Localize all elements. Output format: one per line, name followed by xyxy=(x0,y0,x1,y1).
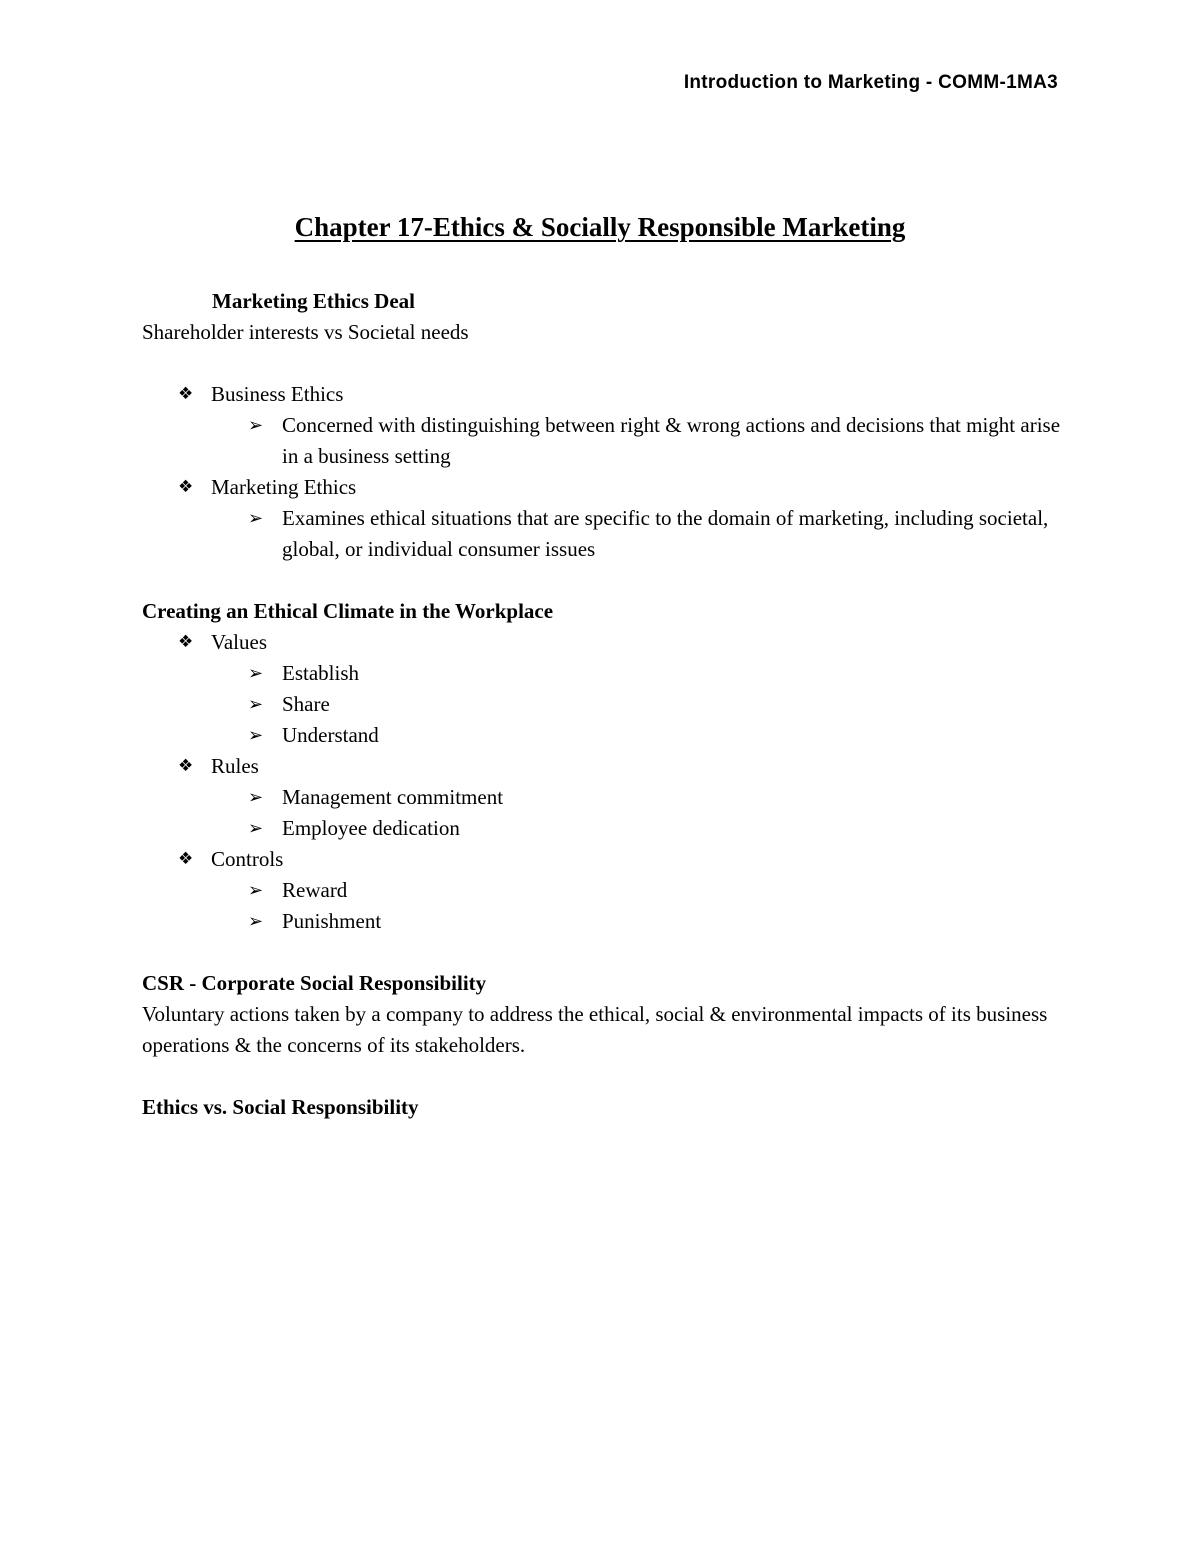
list-item-label: Rules xyxy=(211,754,259,778)
list-item-label: Values xyxy=(211,630,267,654)
sub-list-item xyxy=(212,410,1072,472)
sub-list-item xyxy=(212,658,1072,689)
deal-list xyxy=(142,379,1072,565)
list-item-business-ethics xyxy=(142,379,1072,472)
arrowhead-bullet-icon: ➢ xyxy=(248,911,264,932)
arrowhead-bullet-icon: ➢ xyxy=(248,508,264,529)
list-item-values xyxy=(142,627,1072,751)
arrowhead-bullet-icon: ➢ xyxy=(248,694,264,715)
section-heading-ethical-climate: Creating an Ethical Climate in the Workplace xyxy=(142,599,554,623)
diamond-bullet-icon: ❖ xyxy=(178,849,194,869)
diamond-bullet-icon: ❖ xyxy=(178,756,194,776)
csr-text: Voluntary actions taken by a company to address the ethical, social & environmental impacts of its business operations & the concerns of its stakeholders. xyxy=(142,1002,1048,1057)
climate-list xyxy=(142,627,1072,937)
sub-item-text: Reward xyxy=(282,878,348,902)
diamond-bullet-icon: ❖ xyxy=(178,384,194,404)
running-header: Introduction to Marketing - COMM-1MA3 xyxy=(683,72,1058,93)
sub-list-item xyxy=(212,689,1072,720)
sub-list-item xyxy=(212,720,1072,751)
sub-item-text: Management commitment xyxy=(282,785,504,809)
sub-item-text: Understand xyxy=(282,723,379,747)
arrowhead-bullet-icon: ➢ xyxy=(248,818,264,839)
sub-item-text: Concerned with distinguishing between right & wrong actions and decisions that might arise in a business setting xyxy=(282,413,1061,468)
arrowhead-bullet-icon: ➢ xyxy=(248,725,264,746)
arrowhead-bullet-icon: ➢ xyxy=(248,415,264,436)
list-item-label: Marketing Ethics xyxy=(211,475,357,499)
arrowhead-bullet-icon: ➢ xyxy=(248,787,264,808)
page-title: Chapter 17-Ethics & Socially Responsible Marketing xyxy=(294,212,906,242)
arrowhead-bullet-icon: ➢ xyxy=(248,880,264,901)
sub-list-item xyxy=(212,503,1072,565)
sub-item-text: Examines ethical situations that are specific to the domain of marketing, including societal, global, or individual consumer issues xyxy=(282,506,1049,561)
list-item-label: Controls xyxy=(211,847,284,871)
sub-list-item xyxy=(212,875,1072,906)
sub-item-text: Punishment xyxy=(282,909,382,933)
section-heading-csr: CSR - Corporate Social Responsibility xyxy=(142,971,487,995)
list-item-label: Business Ethics xyxy=(211,382,344,406)
list-item-marketing-ethics xyxy=(142,472,1072,565)
section-heading-marketing-ethics-deal: Marketing Ethics Deal xyxy=(212,289,415,313)
sub-list-item xyxy=(212,782,1072,813)
arrowhead-bullet-icon: ➢ xyxy=(248,663,264,684)
list-item-rules xyxy=(142,751,1072,844)
section-heading-ethics-vs-social-responsibility: Ethics vs. Social Responsibility xyxy=(142,1095,419,1119)
document-body xyxy=(142,286,1072,1123)
sub-list-item xyxy=(212,813,1072,844)
list-item-controls xyxy=(142,844,1072,937)
deal-text: Shareholder interests vs Societal needs xyxy=(142,320,469,344)
sub-list-item xyxy=(212,906,1072,937)
sub-item-text: Share xyxy=(282,692,330,716)
sub-item-text: Establish xyxy=(282,661,359,685)
diamond-bullet-icon: ❖ xyxy=(178,477,194,497)
diamond-bullet-icon: ❖ xyxy=(178,632,194,652)
sub-item-text: Employee dedication xyxy=(282,816,460,840)
